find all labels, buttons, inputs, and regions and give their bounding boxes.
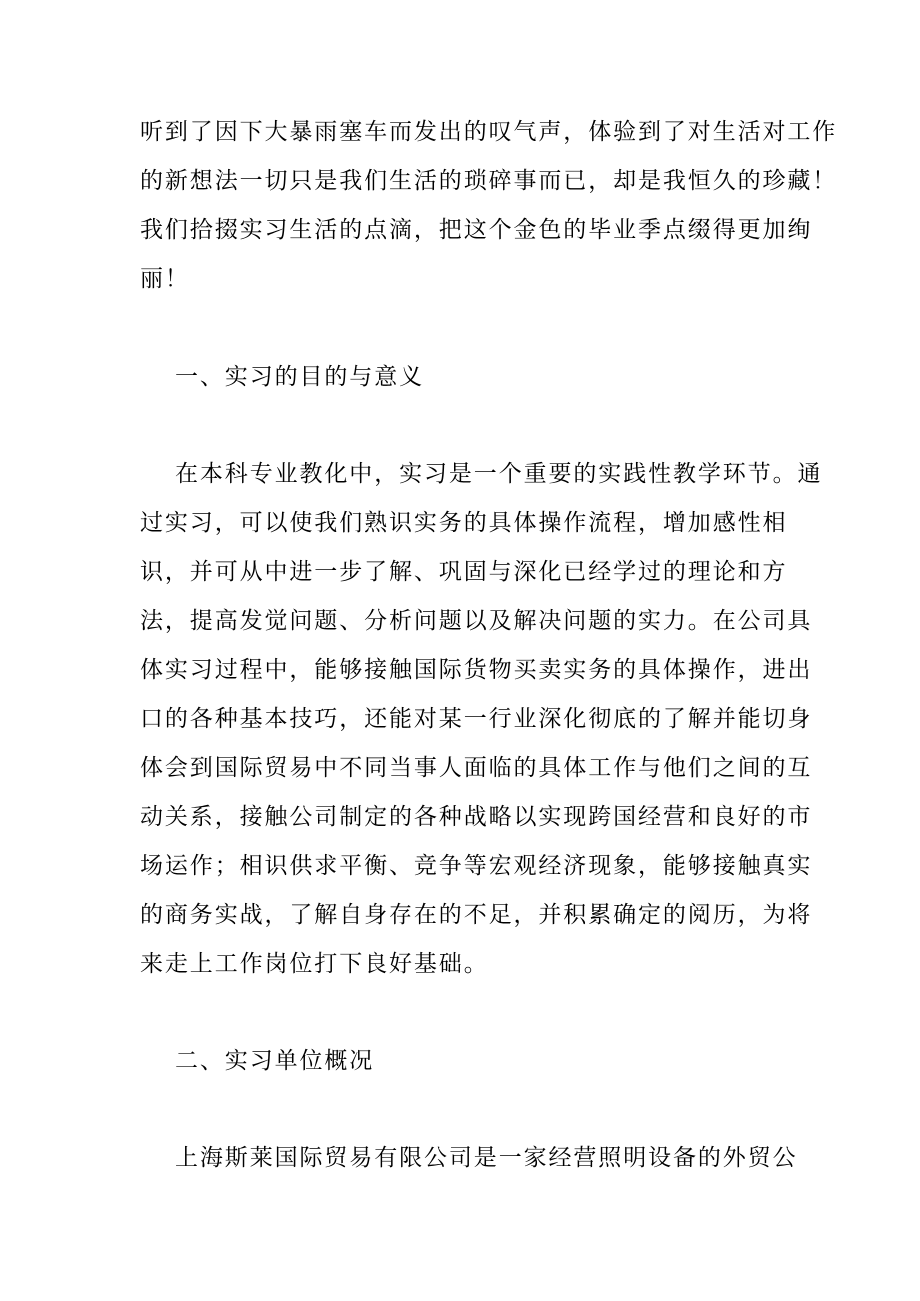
paragraph-line: 我们拾掇实习生活的点滴，把这个金色的毕业季点缀得更加绚 bbox=[140, 217, 813, 243]
paragraph-line: 体会到国际贸易中不同当事人面临的具体工作与他们之间的互 bbox=[140, 755, 813, 781]
paragraph-line: 体实习过程中，能够接触国际货物买卖实务的具体操作，进出 bbox=[140, 657, 813, 683]
paragraph-line: 上海斯莱国际贸易有限公司是一家经营照明设备的外贸公 bbox=[175, 1145, 798, 1171]
paragraph-line: 来走上工作岗位打下良好基础。 bbox=[140, 951, 489, 977]
paragraph-line: 在本科专业教化中，实习是一个重要的实践性教学环节。通 bbox=[175, 461, 823, 487]
paragraph-line: 的商务实战，了解自身存在的不足，并积累确定的阅历，为将 bbox=[140, 902, 813, 928]
paragraph-line: 法，提高发觉问题、分析问题以及解决问题的实力。在公司具 bbox=[140, 608, 813, 634]
paragraph-line: 口的各种基本技巧，还能对某一行业深化彻底的了解并能切身 bbox=[140, 706, 813, 732]
section-heading-company-overview: 二、实习单位概况 bbox=[175, 1048, 375, 1074]
paragraph-line: 的新想法一切只是我们生活的琐碎事而已，却是我恒久的珍藏！ bbox=[140, 168, 838, 194]
paragraph-line: 识，并可从中进一步了解、巩固与深化已经学过的理论和方 bbox=[140, 559, 788, 585]
paragraph-line: 丽！ bbox=[140, 266, 190, 292]
paragraph-line: 场运作；相识供求平衡、竞争等宏观经济现象，能够接触真实 bbox=[140, 853, 813, 879]
paragraph-line: 动关系，接触公司制定的各种战略以实现跨国经营和良好的市 bbox=[140, 804, 813, 830]
paragraph-line: 过实习，可以使我们熟识实务的具体操作流程，增加感性相 bbox=[140, 510, 788, 536]
section-heading-purpose: 一、实习的目的与意义 bbox=[175, 364, 424, 390]
paragraph-line: 听到了因下大暴雨塞车而发出的叹气声，体验到了对生活对工作 bbox=[140, 119, 838, 145]
